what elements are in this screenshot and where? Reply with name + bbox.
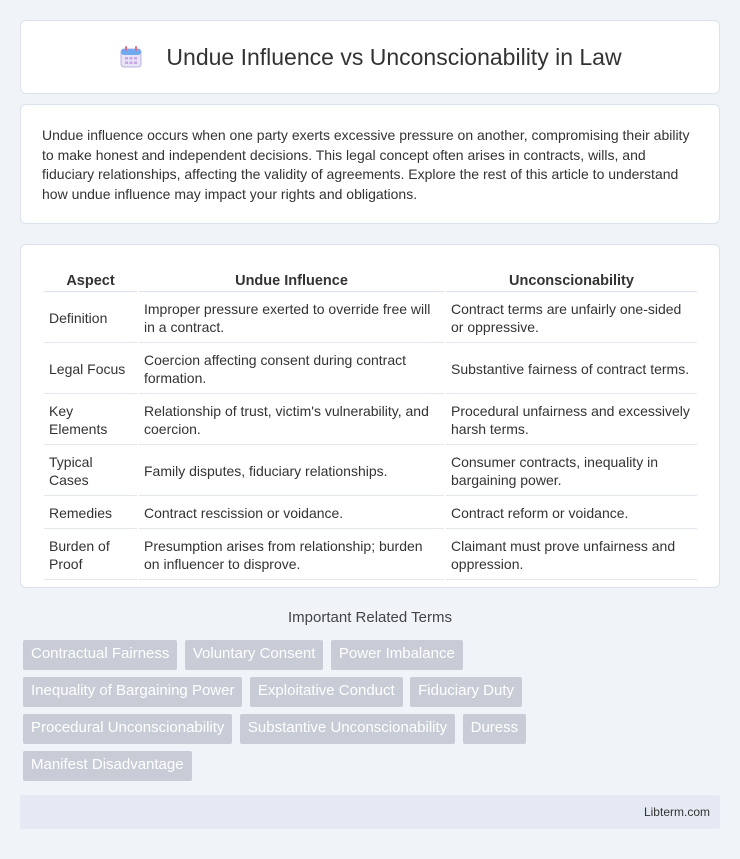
intro-card	[20, 104, 720, 224]
cell-aspect: Remedies	[44, 498, 137, 529]
table-row	[44, 294, 697, 343]
cell-aspect: Key Elements	[44, 396, 137, 445]
header-aspect: Aspect	[44, 269, 137, 292]
table-row	[44, 345, 697, 394]
cell-undue-influence: Relationship of trust, victim's vulnerability, and coercion.	[139, 396, 444, 445]
footer	[20, 795, 720, 829]
calendar-icon	[118, 44, 144, 70]
cell-unconscionability: Contract terms are unfairly one-sided or oppressive.	[446, 294, 697, 343]
related-term-tag[interactable]: Inequality of Bargaining Power	[23, 677, 242, 707]
related-term-tag[interactable]: Procedural Unconscionability	[23, 714, 232, 744]
cell-unconscionability: Contract reform or voidance.	[446, 498, 697, 529]
table-row	[44, 498, 697, 529]
related-term-tag[interactable]: Manifest Disadvantage	[23, 751, 192, 781]
cell-aspect: Legal Focus	[44, 345, 137, 394]
footer-site-link[interactable]: Libterm.com	[643, 805, 710, 819]
cell-unconscionability: Substantive fairness of contract terms.	[446, 345, 697, 394]
table-header-row	[44, 269, 697, 292]
cell-aspect: Burden of Proof	[44, 531, 137, 580]
header-unconscionability: Unconscionability	[446, 269, 697, 292]
related-term-tag[interactable]: Exploitative Conduct	[250, 677, 403, 707]
cell-aspect: Typical Cases	[44, 447, 137, 496]
related-terms-title: Important Related Terms	[288, 609, 452, 626]
cell-unconscionability: Claimant must prove unfairness and oppression.	[446, 531, 697, 580]
comparison-table	[42, 267, 699, 582]
related-term-tag[interactable]: Substantive Unconscionability	[240, 714, 455, 744]
cell-undue-influence: Improper pressure exerted to override free will in a contract.	[139, 294, 444, 343]
cell-unconscionability: Procedural unfairness and excessively harsh terms.	[446, 396, 697, 445]
cell-undue-influence: Contract rescission or voidance.	[139, 498, 444, 529]
comparison-card	[20, 244, 720, 588]
related-term-tag[interactable]: Contractual Fairness	[23, 640, 177, 670]
page-title: Undue Influence vs Unconscionability in Law	[166, 43, 622, 70]
cell-undue-influence: Coercion affecting consent during contract formation.	[139, 345, 444, 394]
table-row	[44, 531, 697, 580]
cell-undue-influence: Presumption arises from relationship; burden on influencer to disprove.	[139, 531, 444, 580]
cell-undue-influence: Family disputes, fiduciary relationships.	[139, 447, 444, 496]
related-term-tag[interactable]: Power Imbalance	[331, 640, 463, 670]
table-row	[44, 396, 697, 445]
intro-text: Undue influence occurs when one party exerts excessive pressure on another, compromising their ability to make honest and independent decisions. This legal concept often arises in contracts, wills, and fiduciary relationships, affecting the validity of agreements. Explore the rest of this article to understand how undue influence may impact your rights and obligations.	[42, 127, 690, 202]
related-term-tag[interactable]: Fiduciary Duty	[410, 677, 522, 707]
cell-unconscionability: Consumer contracts, inequality in bargaining power.	[446, 447, 697, 496]
cell-aspect: Definition	[44, 294, 137, 343]
table-row	[44, 447, 697, 496]
related-terms-list	[23, 640, 703, 788]
header-card	[20, 20, 720, 94]
header-undue-influence: Undue Influence	[139, 269, 444, 292]
related-term-tag[interactable]: Voluntary Consent	[185, 640, 324, 670]
related-term-tag[interactable]: Duress	[463, 714, 527, 744]
